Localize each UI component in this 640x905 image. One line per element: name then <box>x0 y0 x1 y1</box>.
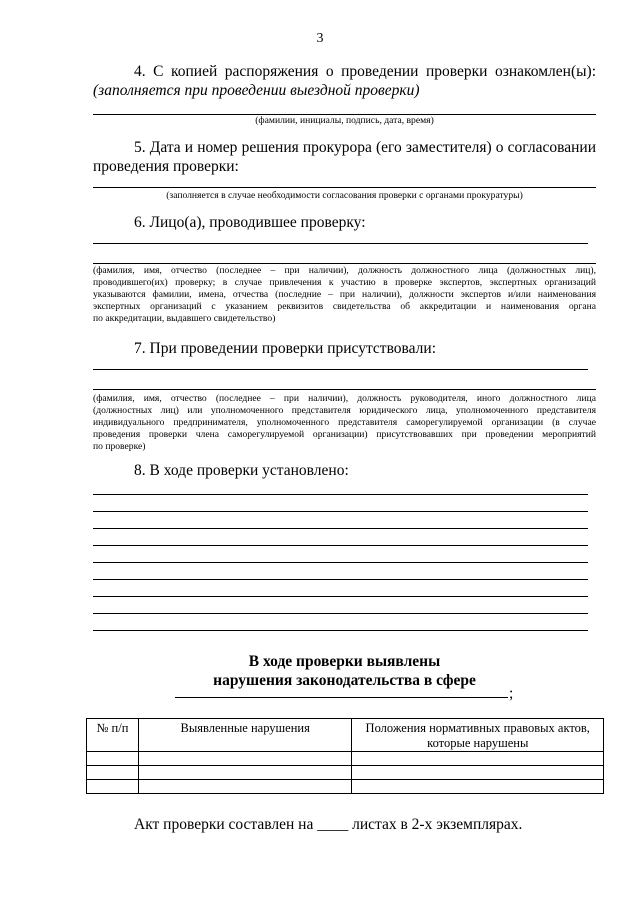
item7-blank-line-2[interactable] <box>93 389 596 390</box>
table-cell[interactable] <box>352 780 604 794</box>
col-header-violations: Выявленные нарушения <box>138 719 352 752</box>
item6-caption-line: экспертных организаций с указанием реквизитов свидетельства об аккредитации и наименования органа <box>93 301 596 312</box>
page-number: 3 <box>316 31 324 46</box>
item8-blank-line[interactable] <box>93 511 588 512</box>
item8-blank-line[interactable] <box>93 562 588 563</box>
item7-caption-line: по проверке) <box>93 441 146 452</box>
table-cell[interactable] <box>352 766 604 780</box>
item4-caption: (фамилии, инициалы, подпись, дата, время) <box>255 115 434 126</box>
violations-sphere-semicolon: ; <box>509 685 514 702</box>
table-cell[interactable] <box>87 766 139 780</box>
item8-blank-line[interactable] <box>93 579 588 580</box>
item6-caption-line: по аккредитации, выдавшего свидетельство) <box>93 313 276 324</box>
item6-caption-line: проводившего(их) проверку; в случае привлечения к участию в проверке экспертов, экспертных организаций <box>93 277 596 288</box>
violations-sphere-blank[interactable] <box>175 697 508 698</box>
table-row <box>87 780 604 794</box>
item5-label-line2: проведения проверки: <box>93 158 239 175</box>
item5-caption: (заполняется в случае необходимости согласования проверки с органами прокуратуры) <box>166 190 523 201</box>
table-cell[interactable] <box>138 766 352 780</box>
table-row <box>87 752 604 766</box>
footer-sheets-statement: Акт проверки составлен на ____ листах в 2-х экземплярах. <box>134 816 523 833</box>
table-header-row <box>87 719 604 752</box>
item6-blank-line-1[interactable] <box>93 243 588 244</box>
item8-blank-line[interactable] <box>93 494 588 495</box>
col-header-number: № п/п <box>87 719 139 752</box>
item7-caption-line: проведения проверки члена саморегулируемой организации) присутствовавших при проведении мероприятий <box>93 429 596 440</box>
item6-caption-line: (фамилия, имя, отчество (последнее – при наличии), должность должностного лица (должностных лиц), <box>93 265 596 276</box>
violations-table <box>86 718 604 794</box>
table-row <box>87 766 604 780</box>
item7-caption-line: (должностных лиц) или уполномоченного представителя юридического лица, уполномоченного представителя <box>93 405 596 416</box>
table-cell[interactable] <box>87 752 139 766</box>
table-cell[interactable] <box>138 780 352 794</box>
table-cell[interactable] <box>352 752 604 766</box>
item7-caption <box>93 393 596 453</box>
violations-title-line1: В ходе проверки выявлены <box>248 653 441 670</box>
item7-caption-line: (фамилия, имя, отчество (последнее – при наличии), должность руководителя, иного должностного лица <box>93 393 596 404</box>
violations-title-line2: нарушения законодательства в сфере <box>213 672 476 689</box>
item7-blank-line-1[interactable] <box>93 369 588 370</box>
col-header-norms: Положения нормативных правовых актов, которые нарушены <box>352 719 604 752</box>
item7-label: 7. При проведении проверки присутствовали: <box>134 340 437 357</box>
table-cell[interactable] <box>87 780 139 794</box>
item8-blank-line[interactable] <box>93 630 588 631</box>
item6-caption <box>93 265 596 325</box>
item8-blank-line[interactable] <box>93 613 588 614</box>
item6-blank-line-2[interactable] <box>93 263 596 264</box>
item5-blank-line[interactable] <box>93 187 596 188</box>
item6-caption-line: указываются фамилии, имена, отчества (последние – при наличии), должности экспертов и/или наименования <box>93 289 596 300</box>
item5-label-line1: 5. Дата и номер решения прокурора (его заместителя) о согласовании <box>134 139 596 156</box>
item7-caption-line: индивидуального предпринимателя, уполномоченного представителя саморегулируемой организации (в случае <box>93 417 596 428</box>
item8-label: 8. В ходе проверки установлено: <box>134 462 349 479</box>
item8-blank-line[interactable] <box>93 528 588 529</box>
table-cell[interactable] <box>138 752 352 766</box>
item4-note: (заполняется при проведении выездной проверки) <box>93 82 420 99</box>
item8-blank-line[interactable] <box>93 545 588 546</box>
item8-blank-line[interactable] <box>93 596 588 597</box>
item4-label: 4. С копией распоряжения о проведении проверки ознакомлен(ы): <box>134 63 596 80</box>
item6-label: 6. Лицо(а), проводившее проверку: <box>134 214 366 231</box>
